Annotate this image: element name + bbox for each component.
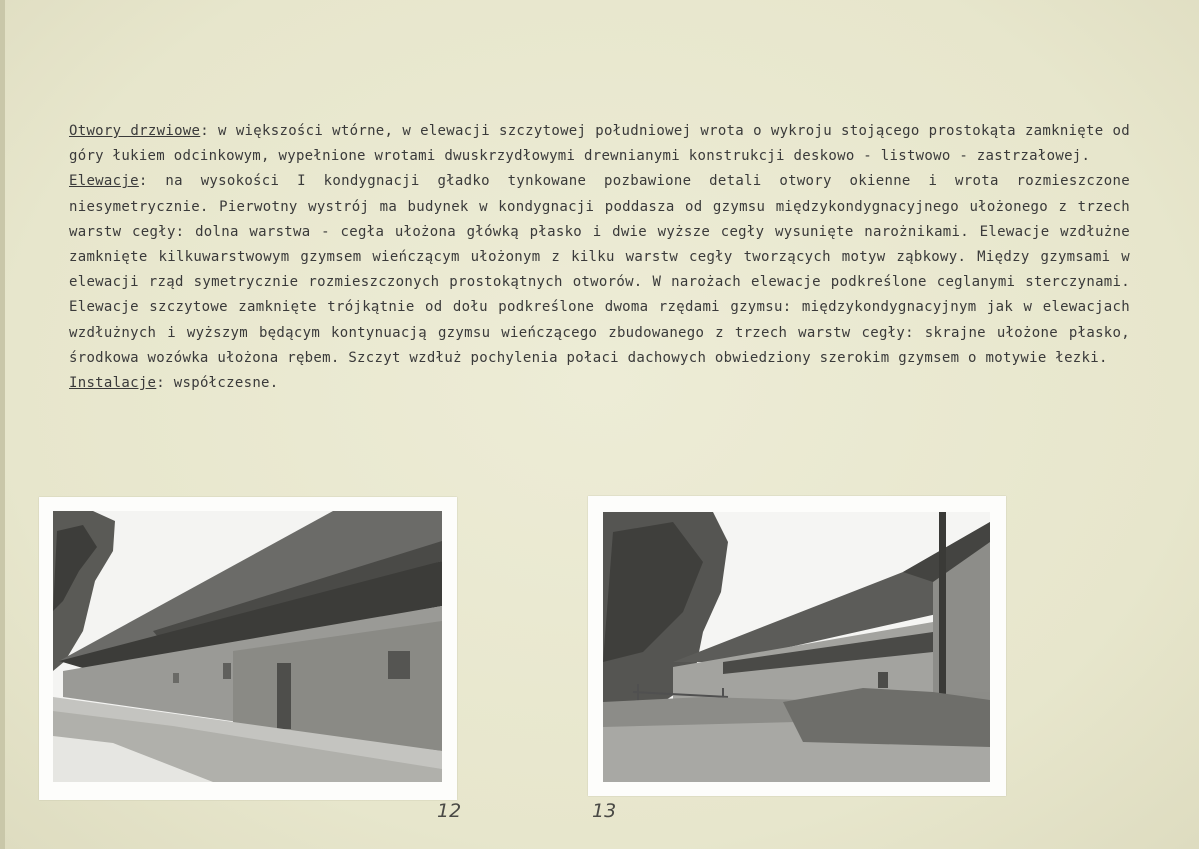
label-separator: : [138,173,148,190]
description-text [69,119,1130,396]
photo-frame-12 [39,497,457,800]
paper-edge [0,0,5,849]
photo-number-13: 13 [592,800,617,822]
photo-barn-long-elevation [53,511,442,782]
text-elevations: na wysokości I kondygnacji gładko tynkowane pozbawione detali otwory okienne i wrota rozmieszczone niesymetrycznie. Pierwotny wystrój ma budynek w kondygnacji poddasza od gzymsu międzykondygnacyjnego ułożonego z trzech warstw cegły: dolna warstwa - cegła ułożona główką płasko i dwie wyższe cegły wysunięte narożnikami. Elewacje wzdłużne zamknięte kilkuwarstwowym gzymsem wieńczącym ułożonym z kilku warstw cegły tworzących motyw ząbkowy. Między gzymsami w elewacji rząd symetrycznie rozmieszczonych prostokątnych otworów. W narożach elewacje podkreślone ceglanymi sterczynami. Elewacje szczytowe zamknięte trójkątnie od dołu podkreślone dwoma rzędami gzymsu: międzykondygnacyjnym jak w elewacjach wzdłużnych i wyższym będącym kontynuacją gzymsu wieńczącego zbudowanego z trzech warstw cegły: skrajne ułożone płasko, środkowa wozówka ułożona rębem. Szczyt wzdłuż pochylenia połaci dachowych obwiedziony szerokim gzymsem o motywie łezki. [69,173,1130,366]
label-separator: : [156,375,166,392]
paragraph-installations [69,371,1130,396]
label-door-openings: Otwory drzwiowe [69,123,201,139]
text-installations: współczesne. [165,375,279,392]
photo-frame-13 [588,496,1006,796]
label-separator: : [200,123,209,139]
photo-barn-gable-end [603,512,990,782]
paragraph-door-openings [69,119,1130,169]
label-elevations: Elewacje [69,173,139,190]
photo-number-12: 12 [437,800,462,822]
text-door-openings: w większości wtórne, w elewacji szczytowej południowej wrota o wykroju stojącego prostokąta zamknięte od góry łukiem odcinkowym, wypełnione wrotami dwuskrzydłowymi drewnianymi konstrukcji deskowo - listwowo - zastrzałowej. [69,123,1131,165]
label-installations: Instalacje [69,375,157,392]
paragraph-elevations [69,169,1130,371]
